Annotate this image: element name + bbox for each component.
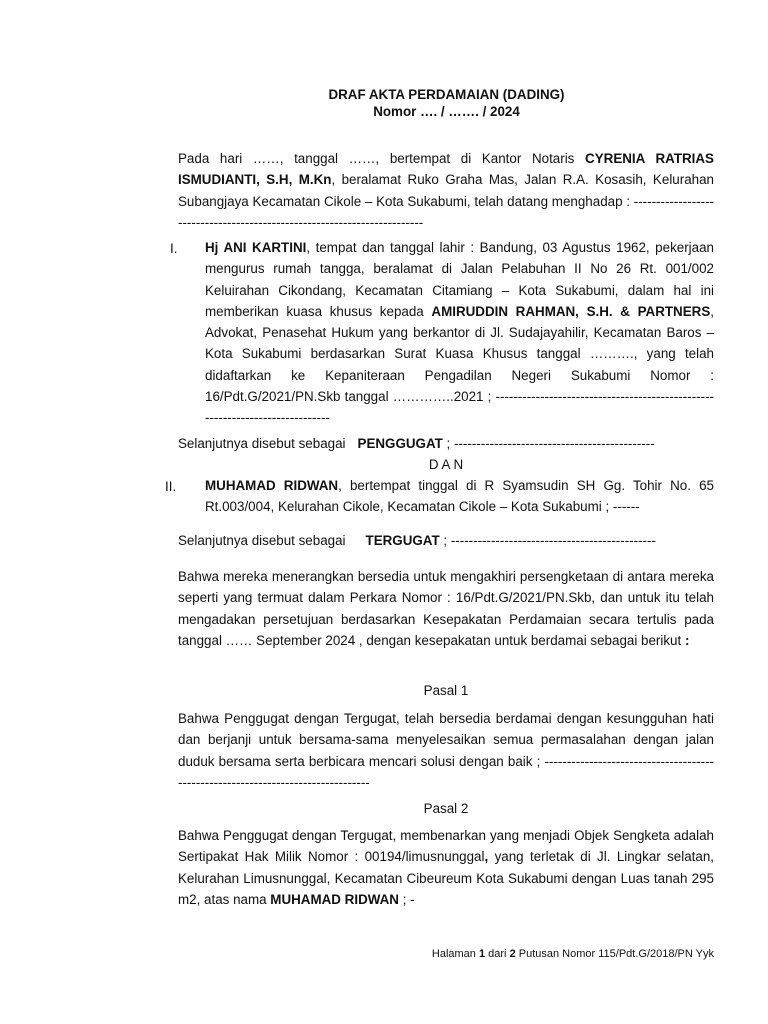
- party-2-role-line: [178, 533, 714, 548]
- role-prefix: Selanjutnya disebut sebagai: [178, 533, 346, 548]
- party-2-name: MUHAMAD RIDWAN: [205, 478, 339, 493]
- page-footer: [0, 948, 714, 960]
- party-1-name: Hj ANI KARTINI: [205, 240, 307, 255]
- document-title: DRAF AKTA PERDAMAIAN (DADING): [328, 87, 565, 102]
- intro-text-1: Pada hari ……, tanggal ……, bertempat di Kantor Notaris: [178, 151, 586, 166]
- party-1-numeral: I.: [170, 241, 178, 256]
- footer-text-3: Putusan Nomor 115/Pdt.G/2018/PN Yyk: [515, 948, 714, 960]
- party-2-text: , bertempat tinggal di R Syamsudin SH Gg. Tohir No. 65 Rt.003/004, Kelurahan Cikole, Kecamatan Cikole – Kota Sukabumi ; ------: [205, 478, 714, 515]
- pasal-1-paragraph: [178, 708, 714, 793]
- party-1-role-line: [178, 436, 714, 451]
- footer-text-2: dari: [485, 948, 510, 960]
- footer-total-pages: 2: [509, 948, 516, 960]
- document-number: Nomor …. / ……. / 2024: [373, 104, 520, 119]
- footer-text-1: Halaman: [431, 948, 479, 960]
- pasal-2-comma: ,: [484, 849, 489, 865]
- party-1-text-2: , Advokat, Penasehat Hukum yang berkantor di Jl. Sudajayahilir, Kecamatan Baros – Kota Sukabumi berdasarkan Surat Kuasa Khusus tanggal ………., yang telah didaftarkan ke Kepaniteraan Pengadilan Negeri Sukabumi Nomor : 16/Pdt.G/2021/PN.Skb tanggal …………..2021 ; -----------------------------------------------------------------------------: [205, 303, 714, 426]
- pasal-2-paragraph: [178, 825, 714, 910]
- lawyer-name: AMIRUDDIN RAHMAN, S.H. & PARTNERS: [431, 303, 711, 319]
- agreement-text: Bahwa mereka menerangkan bersedia untuk mengakhiri persengketaan di antara mereka seperti yang termuat dalam Perkara Nomor : 16/Pdt.G/2021/PN.Skb, dan untuk itu telah mengadakan persetujuan berdasarkan Kesepakatan Perdamaian secara tertulis pada tanggal …… September 2024 , dengan kesepakatan untuk berdamai sebagai berikut: [178, 569, 714, 648]
- intro-text-2: , beralamat Ruko Graha Mas, Jalan R.A. Kosasih, Kelurahan Subangjaya Kecamatan Cikole – Kota Sukabumi, telah datang menghadap : -------------------------------------------------------------------------: [178, 172, 714, 230]
- party-2-numeral: II.: [165, 479, 177, 494]
- intro-paragraph: [178, 148, 714, 233]
- role-prefix: Selanjutnya disebut sebagai: [178, 436, 346, 451]
- footer-page-number: 1: [478, 948, 486, 960]
- pasal-1-text: Bahwa Penggugat dengan Tergugat, telah bersedia berdamai dengan kesungguhan hati dan berjanji untuk bersama-sama menyelesaikan semua permasalahan dengan jalan duduk bersama serta berbicara mencari solusi dengan baik ; ---------------------------------------------------------------------------------: [178, 711, 714, 790]
- plaintiff-role: PENGGUGAT: [357, 436, 443, 451]
- agreement-paragraph: [178, 566, 714, 651]
- pasal-2-heading: Pasal 2: [423, 801, 469, 816]
- dan-separator: D A N: [428, 457, 464, 472]
- pasal-2-text-1: Bahwa Penggugat dengan Tergugat, membenarkan yang menjadi Objek Sengketa adalah Sertipakat Hak Milik Nomor : 00194/limusnunggal: [178, 828, 714, 865]
- owner-name: MUHAMAD RIDWAN: [270, 891, 399, 907]
- agreement-colon: :: [684, 632, 690, 648]
- role-suffix: ; ----------------------------------------------: [439, 533, 656, 548]
- defendant-role: TERGUGAT: [365, 533, 440, 548]
- role-suffix: ; ---------------------------------------------: [442, 436, 655, 451]
- pasal-1-heading: Pasal 1: [423, 683, 469, 698]
- party-1-text-1: , tempat dan tanggal lahir : Bandung, 03 Agustus 1962, pekerjaan mengurus rumah tangga, beralamat di Jalan Pelabuhan II No 26 Rt. 001/002 Keluirahan Cikondang, Kecamatan Citamiang – Kota Sukabumi, dalam hal ini memberikan kuasa khusus kepada: [205, 240, 714, 319]
- notary-name: CYRENIA RATRIAS ISMUDIANTI, S.H, M.Kn: [178, 151, 714, 188]
- pasal-2-text-3: ; -: [398, 891, 415, 907]
- pasal-2-text-2: yang terletak di Jl. Lingkar selatan, Kelurahan Limusnunggal, Kecamatan Cibeureum Kota Sukabumi dengan Luas tanah 295 m2, atas nama: [178, 849, 714, 907]
- party-2-paragraph: [205, 475, 714, 518]
- party-1-paragraph: [205, 237, 714, 429]
